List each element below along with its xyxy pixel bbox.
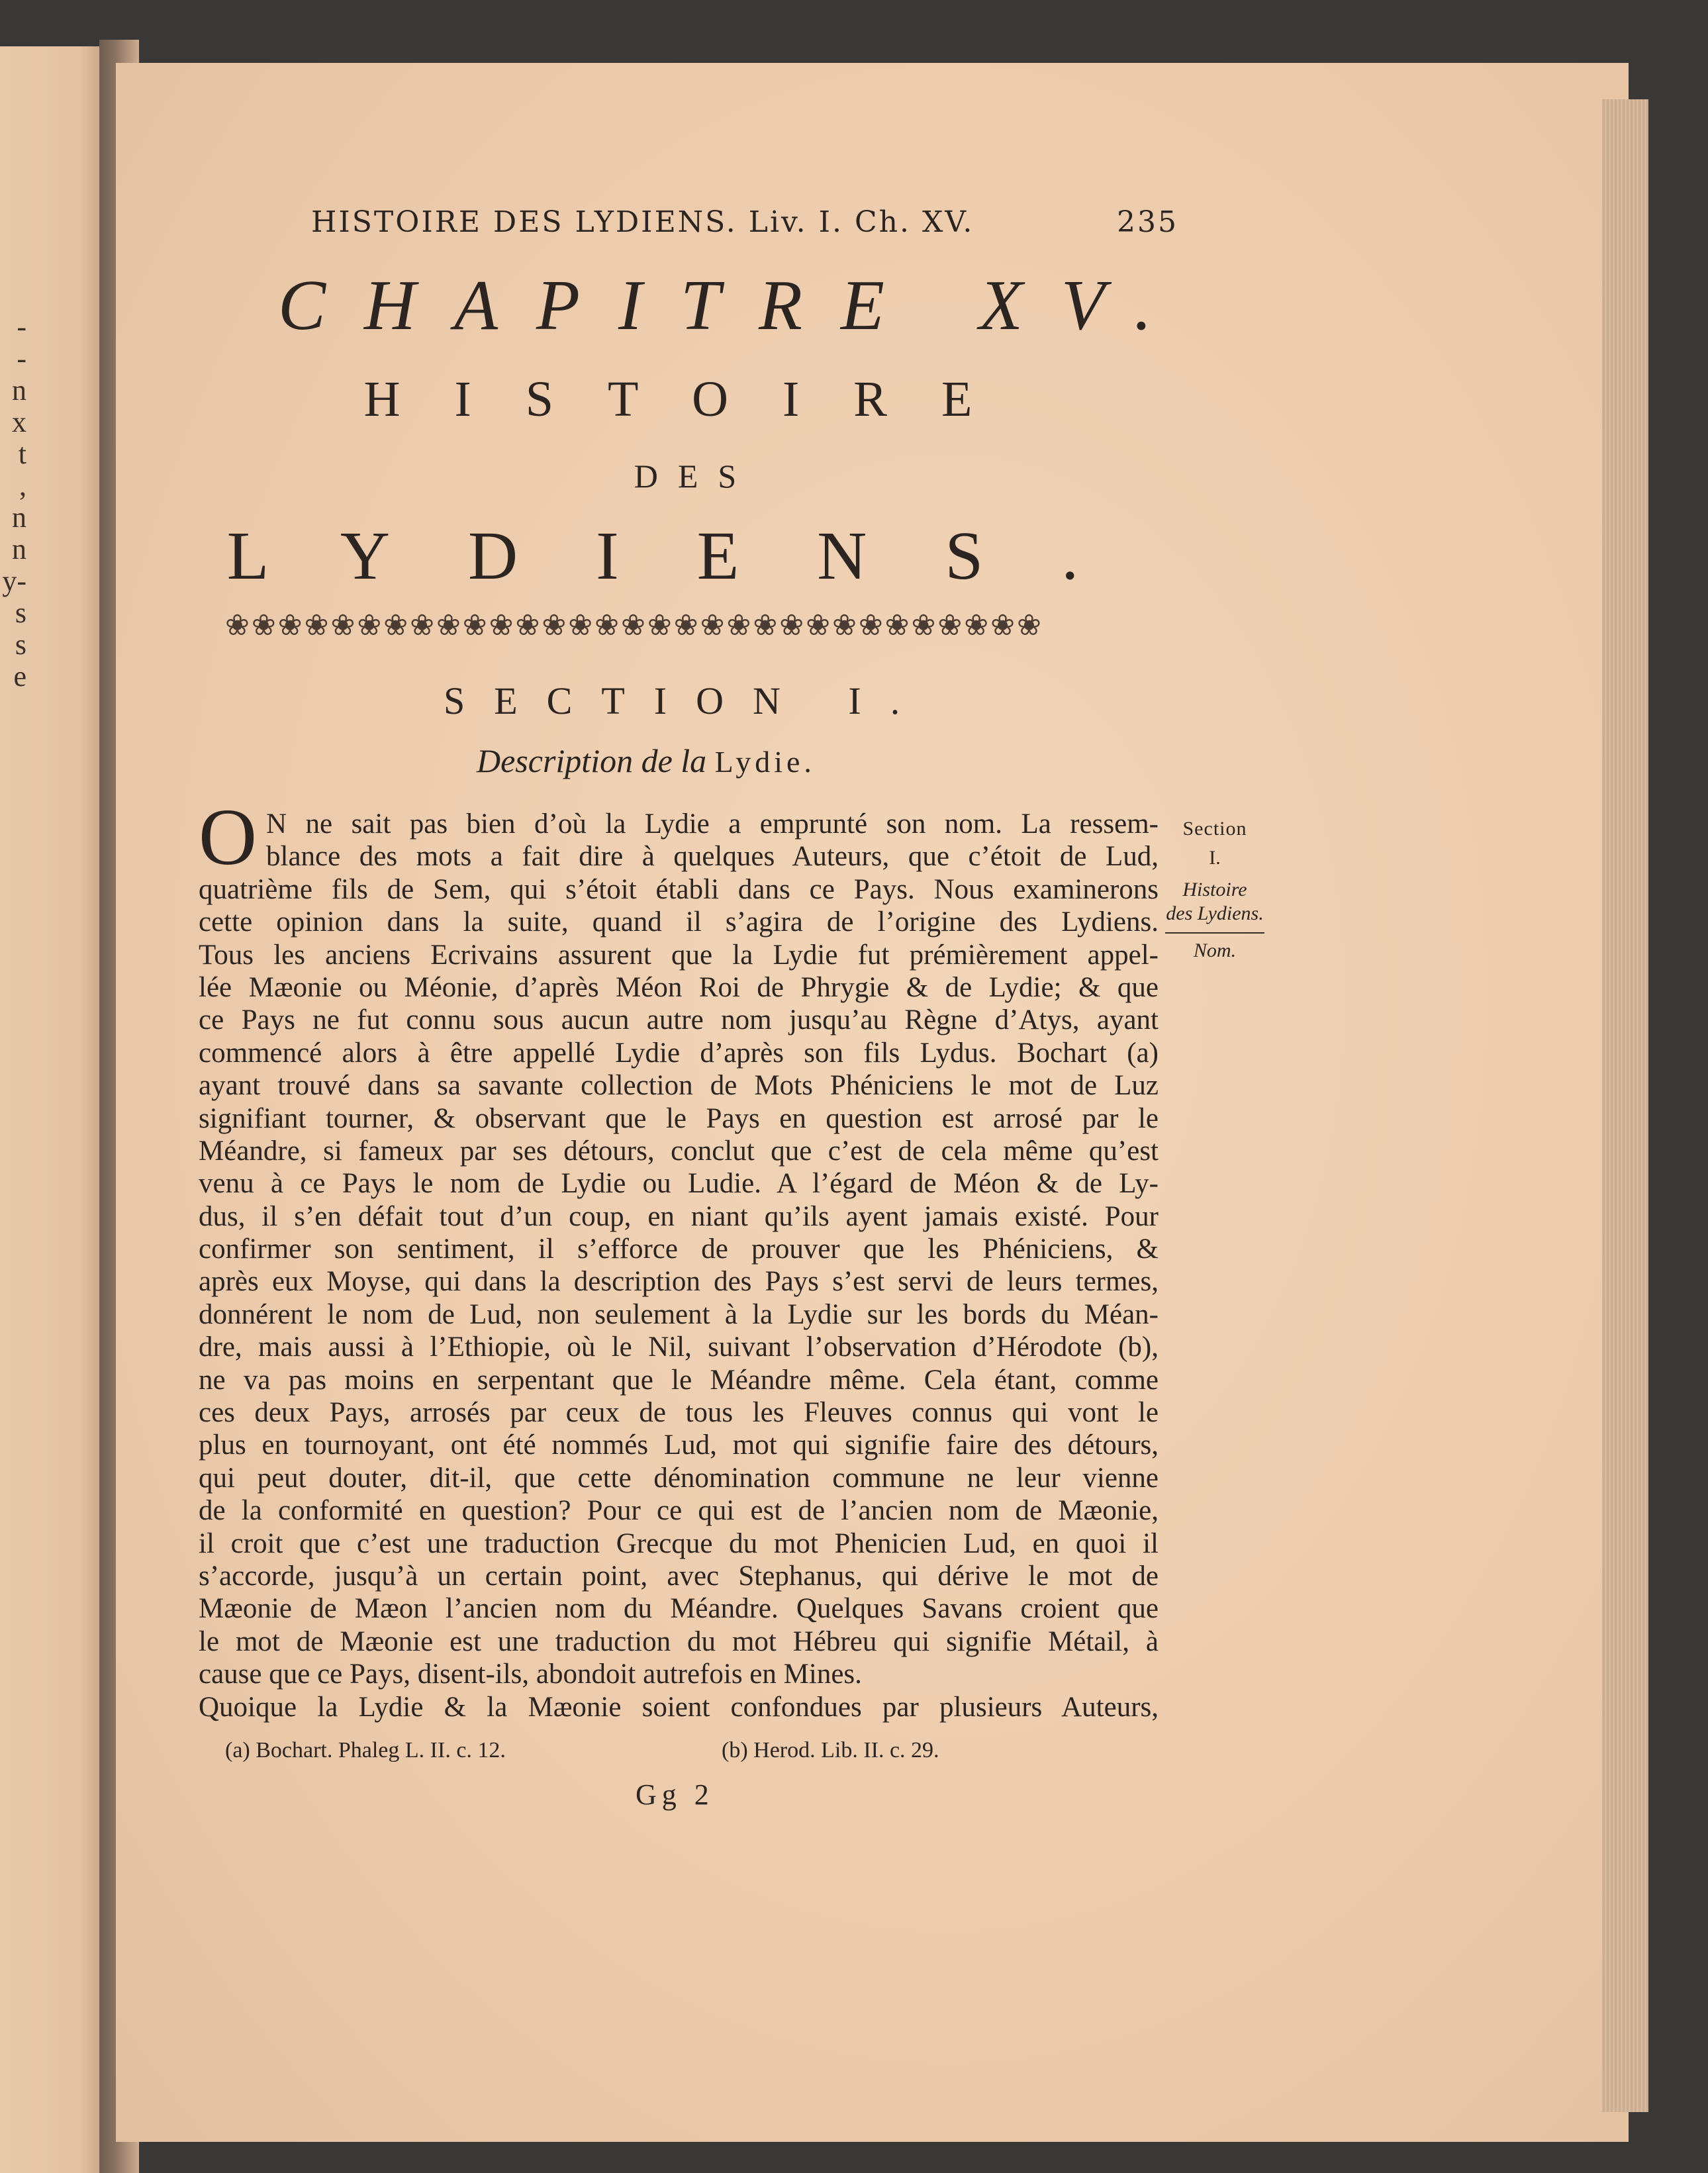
body-line: dus, il s’en défait tout d’un coup, en niant qu’ils ayent jamais existé. Pour [199, 1200, 1159, 1232]
footnote-a: (a) Bochart. Phaleg L. II. c. 12. [225, 1738, 506, 1763]
marginal-notes [1165, 814, 1264, 963]
body-line: signifiant tourner, & observant que le Pays en question est arrosé par le [199, 1102, 1159, 1134]
body-line: le mot de Mæonie est une traduction du mot Hébreu qui signifie Métail, à [199, 1625, 1159, 1657]
signature-mark: Gg 2 [636, 1778, 714, 1811]
body-line: cette opinion dans la suite, quand il s’agira de l’origine des Lydiens. [199, 906, 1159, 938]
body-line: ayant trouvé dans sa savante collection de Mots Phéniciens le mot de Luz [199, 1070, 1159, 1102]
body-line: Mæonie de Mæon l’ancien nom du Méandre. Quelques Savans croient que [199, 1593, 1159, 1625]
subsection-italic: Description de la [477, 742, 707, 779]
chapter-heading: CHAPITRE XV. [278, 266, 1190, 345]
subsection-smallcaps: Lydie. [714, 745, 816, 779]
body-line: venu à ce Pays le nom de Lydie ou Ludie. A l’égard de Méon & de Ly- [199, 1168, 1159, 1200]
left-letter: n [12, 533, 26, 565]
body-line: il croit que c’est une traduction Grecque du mot Phenicien Lud, en quoi il [199, 1527, 1159, 1559]
marginal-rule [1165, 932, 1264, 934]
title-lydiens: LYDIENS. [226, 518, 1157, 594]
body-line: ces deux Pays, arrosés par ceux de tous les Fleuves connus qui vont le [199, 1397, 1159, 1429]
body-line: commencé alors à être appellé Lydie d’après son fils Lydus. Bochart (a) [199, 1037, 1159, 1069]
left-page-margin-letters [0, 311, 26, 693]
marginal-nom: Nom. [1193, 940, 1237, 961]
body-line: après eux Moyse, qui dans la description des Pays s’est servi de leurs termes, [199, 1266, 1159, 1298]
left-letter: e [13, 660, 26, 693]
left-letter: n [12, 374, 26, 407]
running-title: HISTOIRE DES LYDIENS. Liv. I. Ch. XV. [311, 205, 974, 239]
body-line: confirmer son sentiment, il s’efforce de prouver que les Phéniciens, & [199, 1233, 1159, 1265]
body-line: blance des mots a fait dire à quelques Auteurs, que c’étoit de Lud, [266, 841, 1159, 873]
marginal-section: Section [1182, 818, 1247, 840]
marginal-section-number: I. [1209, 847, 1221, 869]
ornament-divider: ❀❀❀❀❀❀❀❀❀❀❀❀❀❀❀❀❀❀❀❀❀❀❀❀❀❀❀❀❀❀❀ [225, 609, 1043, 642]
body-line: ce Pays ne fut connu sous aucun autre nom jusqu’au Règne d’Atys, ayant [199, 1004, 1159, 1036]
body-line: donnérent le nom de Lud, non seulement à la Lydie sur les bords du Méan- [199, 1298, 1159, 1330]
left-letter: t [18, 438, 26, 470]
section-heading: SECTION I. [444, 679, 929, 722]
left-letter: s [15, 597, 26, 629]
subsection-heading [477, 742, 940, 780]
body-line: lée Mæonie ou Méonie, d’après Méon Roi de Phrygie & de Lydie; & que [199, 971, 1159, 1003]
body-line: qui peut douter, dit-il, que cette dénomination commune ne leur vienne [199, 1462, 1159, 1494]
left-letter: - [17, 342, 26, 375]
footnote-b: (b) Herod. Lib. II. c. 29. [722, 1738, 939, 1763]
body-line: Tous les anciens Ecrivains assurent que la Lydie fut prémièrement appel- [199, 939, 1159, 971]
body-line: ne va pas moins en serpentant que le Méandre même. Cela étant, comme [199, 1364, 1159, 1396]
left-letter: y- [2, 565, 26, 597]
left-letter: x [12, 406, 26, 438]
left-letter: s [15, 628, 26, 661]
page-edges [1602, 99, 1648, 2112]
marginal-histoire: Histoire [1182, 879, 1247, 900]
body-line: plus en tournoyant, ont été nommés Lud, mot qui signifie faire des détours, [199, 1429, 1159, 1461]
title-histoire: HISTOIRE [363, 371, 1027, 427]
body-line: N ne sait pas bien d’où la Lydie a emprunté son nom. La ressem- [266, 808, 1159, 840]
body-line: Méandre, si fameux par ses détours, conclut que c’est de cela même qu’est [199, 1135, 1159, 1167]
left-letter: , [19, 469, 26, 502]
body-line: Quoique la Lydie & la Mæonie soient confondues par plusieurs Auteurs, [199, 1691, 1159, 1723]
left-letter: n [12, 501, 26, 534]
body-line-last: cause que ce Pays, disent-ils, abondoit autrefois en Mines. [199, 1659, 862, 1690]
body-line: s’accorde, jusqu’à un certain point, avec Stephanus, qui dérive le mot de [199, 1560, 1159, 1592]
footnotes [225, 1738, 1086, 1778]
running-header [311, 205, 1178, 252]
page-number: 235 [1117, 205, 1178, 239]
drop-cap: O [199, 793, 258, 882]
left-page [0, 46, 113, 2173]
marginal-des-lydiens: des Lydiens. [1166, 902, 1264, 924]
body-line: dre, mais aussi à l’Ethiopie, où le Nil, suivant l’observation d’Hérodote (b), [199, 1331, 1159, 1363]
body-text [199, 808, 1159, 1723]
left-letter: - [17, 311, 26, 343]
body-line: de la conformité en question? Pour ce qui est de l’ancien nom de Mæonie, [199, 1495, 1159, 1527]
title-des: DES [634, 458, 757, 495]
body-line: quatrième fils de Sem, qui s’étoit établi dans ce Pays. Nous examinerons [199, 873, 1159, 905]
